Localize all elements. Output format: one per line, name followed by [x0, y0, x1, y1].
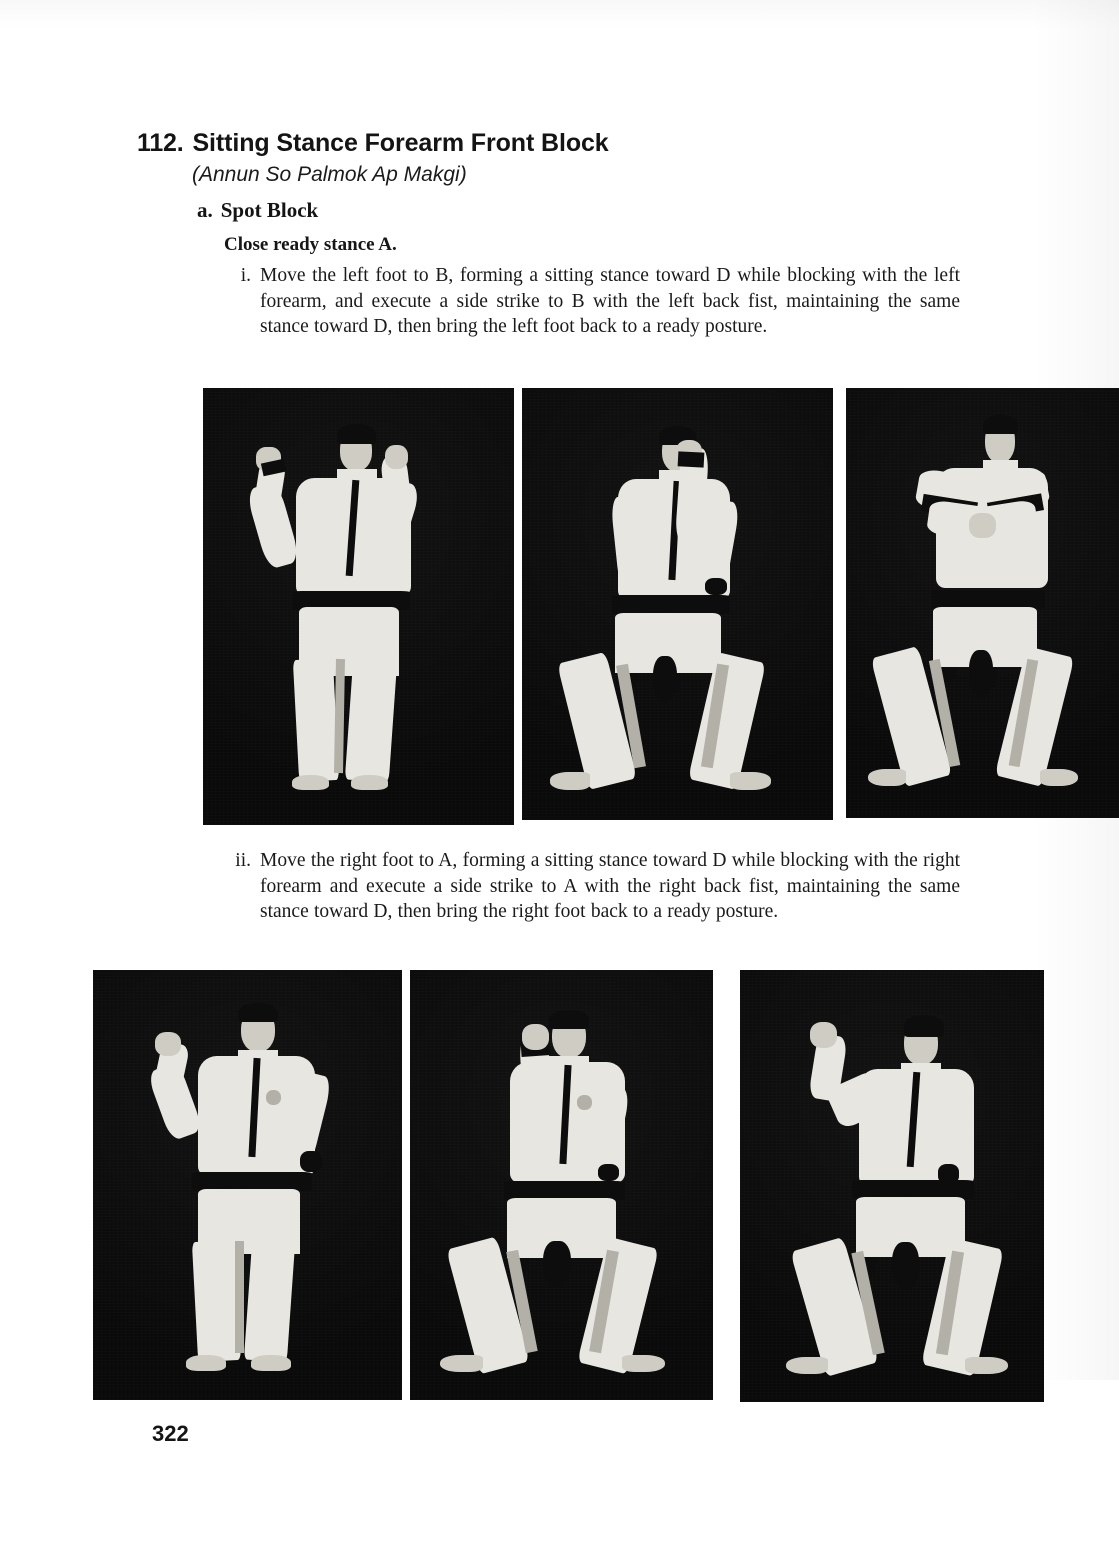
figure-left-back-fist-side-strike [846, 388, 1119, 818]
step-item-ii [225, 848, 960, 925]
step-text-i: Move the left foot to B, forming a sitting stance toward D while blocking with the left forearm, and execute a side strike to B with the left back fist, maintaining the same stance toward D, then bring the left foot back to a ready posture. [260, 265, 960, 337]
step-marker-i: i. [240, 265, 251, 286]
ready-stance-line: Close ready stance A. [224, 234, 397, 255]
photo-row2-item1 [93, 970, 402, 1400]
figure-ready-posture-right [93, 970, 402, 1400]
photo-row1-item1 [203, 388, 514, 825]
subsection-marker: a. [197, 198, 213, 222]
figure-right-back-fist-side-strike [740, 970, 1044, 1402]
figure-close-ready-stance [203, 388, 514, 825]
page-number: 322 [152, 1421, 189, 1446]
subsection-heading [197, 200, 318, 221]
section-title: Sitting Stance Forearm Front Block [192, 129, 609, 157]
section-romanization: (Annun So Palmok Ap Makgi) [192, 163, 467, 186]
page-title [137, 131, 609, 156]
section-number: 112. [137, 129, 184, 157]
figure-left-forearm-front-block [522, 388, 833, 820]
subsection-label: Spot Block [220, 198, 319, 222]
step-marker-ii: ii. [235, 850, 251, 871]
step-text-ii: Move the right foot to A, forming a sitting stance toward D while blocking with the right forearm and execute a side strike to A with the right back fist, maintaining the same stance toward D, then bring the right foot back to a ready posture. [260, 850, 960, 922]
photo-row1-item3 [846, 388, 1119, 818]
photo-row2-item3 [740, 970, 1044, 1402]
figure-right-forearm-front-block [410, 970, 713, 1400]
photo-row1-item2 [522, 388, 833, 820]
step-item-i [225, 263, 960, 340]
photo-row2-item2 [410, 970, 713, 1400]
